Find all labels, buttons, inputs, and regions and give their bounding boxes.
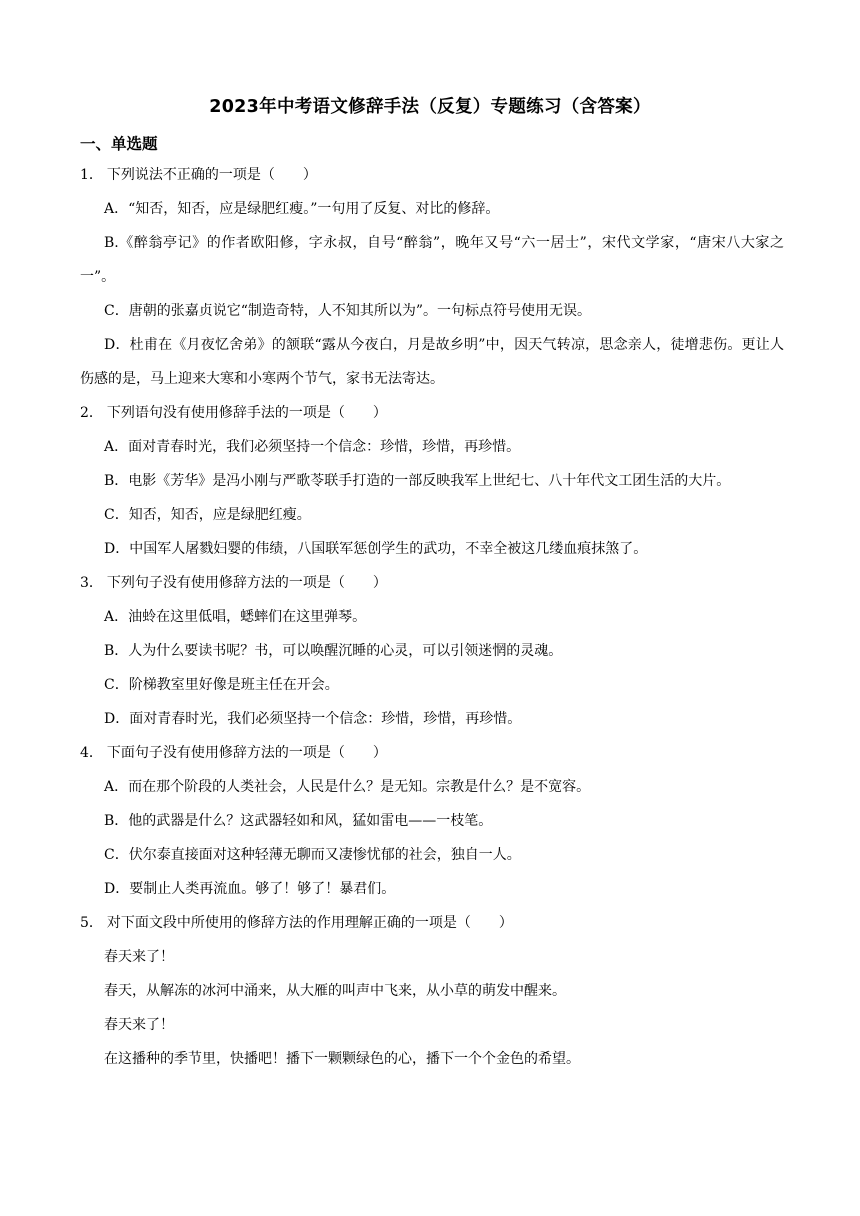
question-stem bbox=[80, 158, 784, 192]
option-b: B．他的武器是什么？这武器轻如和风，猛如雷电——一枝笔。 bbox=[104, 813, 493, 829]
question-1 bbox=[80, 158, 784, 396]
question-text: 下面句子没有使用修辞方法的一项是（ ） bbox=[106, 745, 387, 761]
option-c: C．知否，知否，应是绿肥红瘦。 bbox=[104, 507, 311, 523]
option-c: C．伏尔泰直接面对这种轻薄无聊而又凄惨忧郁的社会，独自一人。 bbox=[104, 847, 521, 863]
question-text: 下列句子没有使用修辞方法的一项是（ ） bbox=[106, 575, 387, 591]
passage-line: 春天来了！ bbox=[104, 949, 174, 965]
section-heading: 一、单选题 bbox=[80, 135, 158, 153]
question-4 bbox=[80, 736, 784, 906]
option-d: D．杜甫在《月夜忆舍弟》的颔联“露从今夜白，月是故乡明”中，因天气转凉，思念亲人，徒增悲伤。更让人伤感的是，马上迎来大寒和小寒两个节气，家书无法寄达。 bbox=[80, 337, 784, 387]
question-text: 下列说法不正确的一项是（ ） bbox=[106, 167, 317, 183]
question-number: 5． bbox=[80, 915, 103, 931]
question-number: 4． bbox=[80, 745, 103, 761]
question-list bbox=[80, 158, 784, 1076]
question-stem bbox=[80, 566, 784, 600]
question-number: 1． bbox=[80, 167, 103, 183]
option-c: C．唐朝的张嘉贞说它“制造奇特，人不知其所以为”。一句标点符号使用无误。 bbox=[104, 303, 592, 319]
passage-line: 春天来了！ bbox=[104, 1017, 174, 1033]
option-d: D．中国军人屠戮妇婴的伟绩，八国联军惩创学生的武功，不幸全被这几缕血痕抹煞了。 bbox=[104, 541, 648, 557]
question-stem bbox=[80, 396, 784, 430]
question-number: 2． bbox=[80, 405, 103, 421]
option-a: A．油蛉在这里低唱，蟋蟀们在这里弹琴。 bbox=[104, 609, 367, 625]
option-a: A．而在那个阶段的人类社会，人民是什么？是无知。宗教是什么？是不宽容。 bbox=[104, 779, 591, 795]
option-b: B．电影《芳华》是冯小刚与严歌苓联手打造的一部反映我军上世纪七、八十年代文工团生活的大片。 bbox=[104, 473, 731, 489]
question-text: 对下面文段中所使用的修辞方法的作用理解正确的一项是（ ） bbox=[106, 915, 513, 931]
document-title: 2023年中考语文修辞手法（反复）专题练习（含答案） bbox=[209, 97, 651, 117]
question-stem bbox=[80, 736, 784, 770]
passage-line: 在这播种的季节里，快播吧！播下一颗颗绿色的心，播下一个个金色的希望。 bbox=[104, 1051, 580, 1067]
option-c: C．阶梯教室里好像是班主任在开会。 bbox=[104, 677, 339, 693]
option-b: B.《醉翁亭记》的作者欧阳修，字永叔，自号“醉翁”，晚年又号“六一居士”，宋代文学家，“唐宋八大家之一”。 bbox=[80, 235, 784, 285]
option-d: D．要制止人类再流血。够了！够了！暴君们。 bbox=[104, 881, 396, 897]
option-a: A．“知否，知否，应是绿肥红瘦。”一句用了反复、对比的修辞。 bbox=[104, 201, 500, 217]
question-stem bbox=[80, 906, 784, 940]
question-5 bbox=[80, 906, 784, 1076]
option-a: A．面对青春时光，我们必须坚持一个信念：珍惜，珍惜，再珍惜。 bbox=[104, 439, 521, 455]
option-b: B．人为什么要读书呢？书，可以唤醒沉睡的心灵，可以引领迷惘的灵魂。 bbox=[104, 643, 563, 659]
question-2 bbox=[80, 396, 784, 566]
passage-line: 春天，从解冻的冰河中涌来，从大雁的叫声中飞来，从小草的萌发中醒来。 bbox=[104, 983, 566, 999]
question-3 bbox=[80, 566, 784, 736]
question-text: 下列语句没有使用修辞手法的一项是（ ） bbox=[106, 405, 387, 421]
option-d: D．面对青春时光，我们必须坚持一个信念：珍惜，珍惜，再珍惜。 bbox=[104, 711, 522, 727]
question-number: 3． bbox=[80, 575, 103, 591]
